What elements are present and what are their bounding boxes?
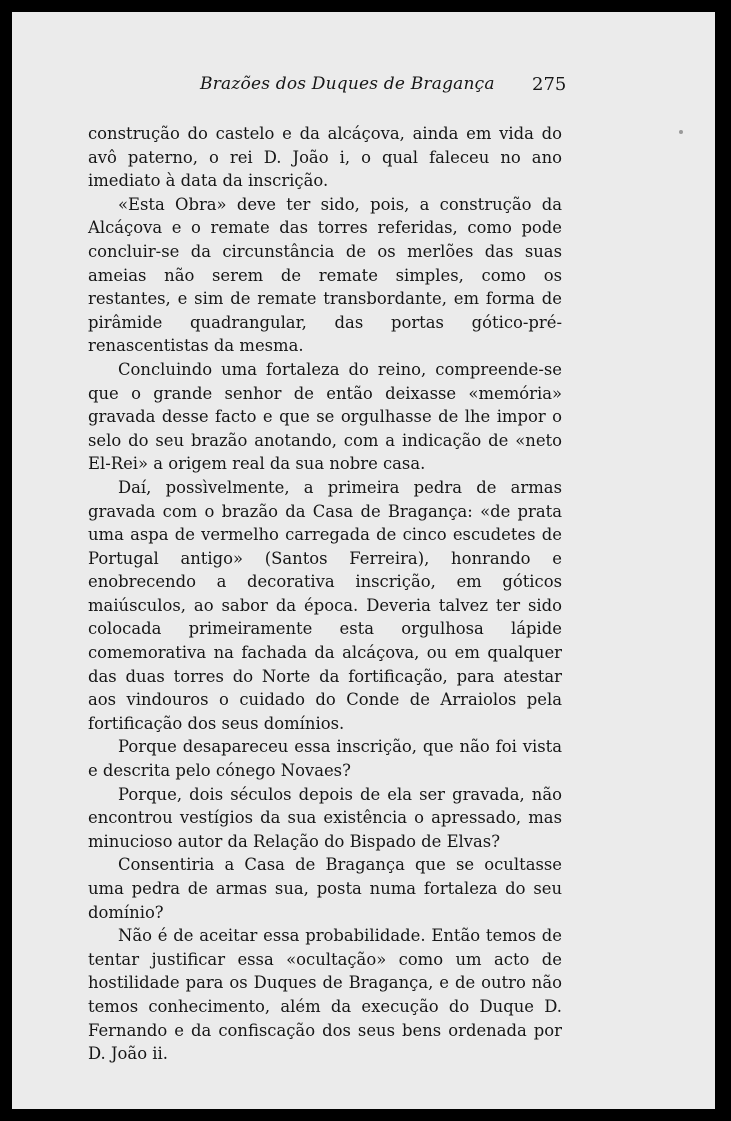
paragraph-2: «Esta Obra» deve ter sido, pois, a construção da Alcáçova e o remate das torres referidas, como pode concluir-se da circunstância de os merlões das suas ameias não serem de remate simples, como os restantes, e sim de remate transbordante, em forma de pirâmide quadrangular, das portas gótico-pré-renascentistas da mesma.: [88, 194, 562, 356]
book-page: [12, 12, 715, 1109]
paragraph-4: Daí, possìvelmente, a primeira pedra de armas gravada com o brazão da Casa de Bragança: «de prata uma aspa de vermelho carregada de cinco escudetes de Portugal antigo» (Santos Ferreira), honrando e enobrecendo a decorativa inscrição, em góticos maiúsculos, ao sabor da época. Deveria talvez ter sido colocada primeiramente esta orgulhosa lápide comemorativa na fachada da alcáçova, ou em qualquer das duas torres do Norte da fortificação, para atestar aos vindouros o cuidado do Conde de Arraiolos pela fortificação dos seus domínios.: [88, 477, 562, 733]
running-title: Brazões dos Duques de Bragança: [200, 74, 495, 94]
paragraph-5: Porque desapareceu essa inscrição, que não foi vista e descrita pelo cónego Novaes?: [88, 737, 562, 781]
paragraph-1: construção do castelo e da alcáçova, ainda em vida do avô paterno, o rei D. João i, o qual faleceu no ano imediato à data da inscrição.: [88, 124, 562, 191]
paragraph-3: Concluindo uma fortaleza do reino, compreende-se que o grande senhor de então deixasse «memória» gravada desse facto e que se orgulhasse de lhe impor o selo do seu brazão anotando, com a indicação de «neto El-Rei» a origem real da sua nobre casa.: [88, 359, 562, 474]
paragraph-7: Consentiria a Casa de Bragança que se ocultasse uma pedra de armas sua, posta numa fortaleza do seu domínio?: [88, 855, 562, 922]
page-header: [12, 74, 715, 104]
page-number: 275: [532, 74, 567, 95]
paragraph-8: Não é de aceitar essa probabilidade. Então temos de tentar justificar essa «ocultação» como um acto de hostilidade para os Duques de Bragança, e de outro não temos conhecimento, além da execução do Duque D. Fernando e da confiscação dos seus bens ordenada por D. João ii.: [88, 926, 562, 1064]
paragraph-6: Porque, dois séculos depois de ela ser gravada, não encontrou vestígios da sua existência o apressado, mas minucioso autor da Relação do Bispado de Elvas?: [88, 784, 562, 851]
body-text: [88, 122, 562, 1066]
paper-speck: [679, 130, 683, 134]
